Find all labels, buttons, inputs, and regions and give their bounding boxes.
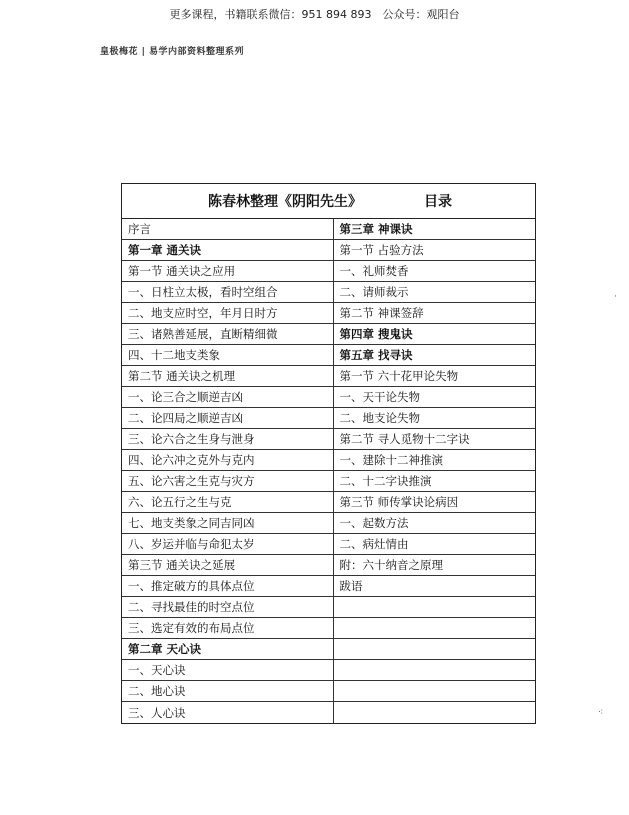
series-header: 皇极梅花 | 易学内部资料整理系列 bbox=[100, 47, 245, 57]
toc-row bbox=[122, 366, 535, 387]
toc-entry-left: 二、寻找最佳的时空点位 bbox=[122, 597, 333, 618]
toc-entry-left: 三、选定有效的布局点位 bbox=[122, 618, 333, 639]
margin-mark-top: · bbox=[614, 292, 617, 302]
toc-row bbox=[122, 639, 535, 660]
toc-entry-right bbox=[333, 660, 535, 681]
toc-entry-right: 一、天干论失物 bbox=[333, 387, 535, 408]
toc-row bbox=[122, 492, 535, 513]
toc-entry-right: 一、起数方法 bbox=[333, 513, 535, 534]
toc-entry-right bbox=[333, 681, 535, 702]
toc-row bbox=[122, 555, 535, 576]
toc-entry-right: 第一节 占验方法 bbox=[333, 240, 535, 261]
toc-entry-right: 一、礼师焚香 bbox=[333, 261, 535, 282]
toc-row bbox=[122, 282, 535, 303]
toc-entry-left: 第二节 通关诀之机理 bbox=[122, 366, 333, 387]
toc-entry-right bbox=[333, 597, 535, 618]
toc-entry-right: 附：六十纳音之原理 bbox=[333, 555, 535, 576]
toc-row bbox=[122, 450, 535, 471]
toc-entry-left: 五、论六害之生克与灾方 bbox=[122, 471, 333, 492]
toc-entry-right bbox=[333, 618, 535, 639]
toc-entry-left: 一、推定破方的具体点位 bbox=[122, 576, 333, 597]
toc-row bbox=[122, 660, 535, 681]
toc-entry-left: 八、岁运并临与命犯太岁 bbox=[122, 534, 333, 555]
toc-entry-left: 三、论六合之生身与泄身 bbox=[122, 429, 333, 450]
toc-row bbox=[122, 513, 535, 534]
toc-entry-right: 第三节 师传掌诀论病因 bbox=[333, 492, 535, 513]
toc-entry-right: 一、建除十二神推演 bbox=[333, 450, 535, 471]
toc-entry-right: 二、地支论失物 bbox=[333, 408, 535, 429]
toc-entry-right: 二、十二字诀推演 bbox=[333, 471, 535, 492]
toc-row bbox=[122, 702, 535, 723]
toc-entry-right: 二、请师裁示 bbox=[333, 282, 535, 303]
contact-banner: 更多课程，书籍联系微信：951 894 893 公众号：观阳台 bbox=[169, 8, 460, 21]
toc-entry-left: 一、论三合之顺逆吉凶 bbox=[122, 387, 333, 408]
toc-row bbox=[122, 324, 535, 345]
toc-row bbox=[122, 240, 535, 261]
toc-row bbox=[122, 429, 535, 450]
toc-row bbox=[122, 471, 535, 492]
toc-row bbox=[122, 219, 535, 240]
toc-entry-left: 序言 bbox=[122, 219, 333, 240]
toc-title-bar bbox=[122, 184, 535, 219]
toc-entry-left: 四、论六冲之克外与克内 bbox=[122, 450, 333, 471]
toc-row bbox=[122, 618, 535, 639]
toc-entry-right: 第三章 神课诀 bbox=[339, 222, 413, 237]
toc-row bbox=[122, 681, 535, 702]
toc-row bbox=[122, 387, 535, 408]
toc-entry-left: 第一节 通关诀之应用 bbox=[122, 261, 333, 282]
toc-row bbox=[122, 534, 535, 555]
toc-row bbox=[122, 345, 535, 366]
toc-entry-right: 第二节 寻人觅物十二字诀 bbox=[333, 429, 535, 450]
toc-entry-left: 二、地支应时空，年月日时方 bbox=[122, 303, 333, 324]
toc-table bbox=[122, 219, 535, 723]
toc-entry-left: 第二章 天心诀 bbox=[122, 639, 333, 660]
toc-entry-right bbox=[333, 639, 535, 660]
toc-entry-right: 第五章 找寻诀 bbox=[333, 345, 535, 366]
toc-entry-right: 第一节 六十花甲论失物 bbox=[333, 366, 535, 387]
table-of-contents bbox=[121, 183, 536, 724]
toc-entry-left: 七、地支类象之同吉同凶 bbox=[122, 513, 333, 534]
toc-entry-right bbox=[333, 702, 535, 723]
toc-entry-left: 一、日柱立太极，看时空组合 bbox=[122, 282, 333, 303]
toc-title: 陈春林整理《阴阳先生》 bbox=[208, 194, 362, 210]
toc-entry-right: 第二节 神课签辞 bbox=[333, 303, 535, 324]
toc-entry-left: 二、地心诀 bbox=[122, 681, 333, 702]
toc-entry-left: 四、十二地支类象 bbox=[122, 345, 333, 366]
toc-row bbox=[122, 408, 535, 429]
toc-entry-right: 二、病灶情由 bbox=[333, 534, 535, 555]
toc-entry-left: 第一章 通关诀 bbox=[122, 240, 333, 261]
toc-entry-left: 三、人心诀 bbox=[122, 702, 333, 723]
margin-mark-bottom: ⁖ bbox=[598, 708, 604, 718]
toc-entry-right: 第四章 搜鬼诀 bbox=[333, 324, 535, 345]
toc-entry-left: 一、天心诀 bbox=[122, 660, 333, 681]
toc-entry-left: 第三节 通关诀之延展 bbox=[122, 555, 333, 576]
toc-title-suffix: 目录 bbox=[424, 194, 452, 210]
toc-row bbox=[122, 303, 535, 324]
toc-entry-left: 三、诸熟善延展，直断精细微 bbox=[122, 324, 333, 345]
toc-entry-right: 跋语 bbox=[333, 576, 535, 597]
toc-entry-left: 六、论五行之生与克 bbox=[122, 492, 333, 513]
toc-entry-left: 二、论四局之顺逆吉凶 bbox=[122, 408, 333, 429]
toc-row bbox=[122, 597, 535, 618]
toc-row bbox=[122, 576, 535, 597]
toc-row bbox=[122, 261, 535, 282]
